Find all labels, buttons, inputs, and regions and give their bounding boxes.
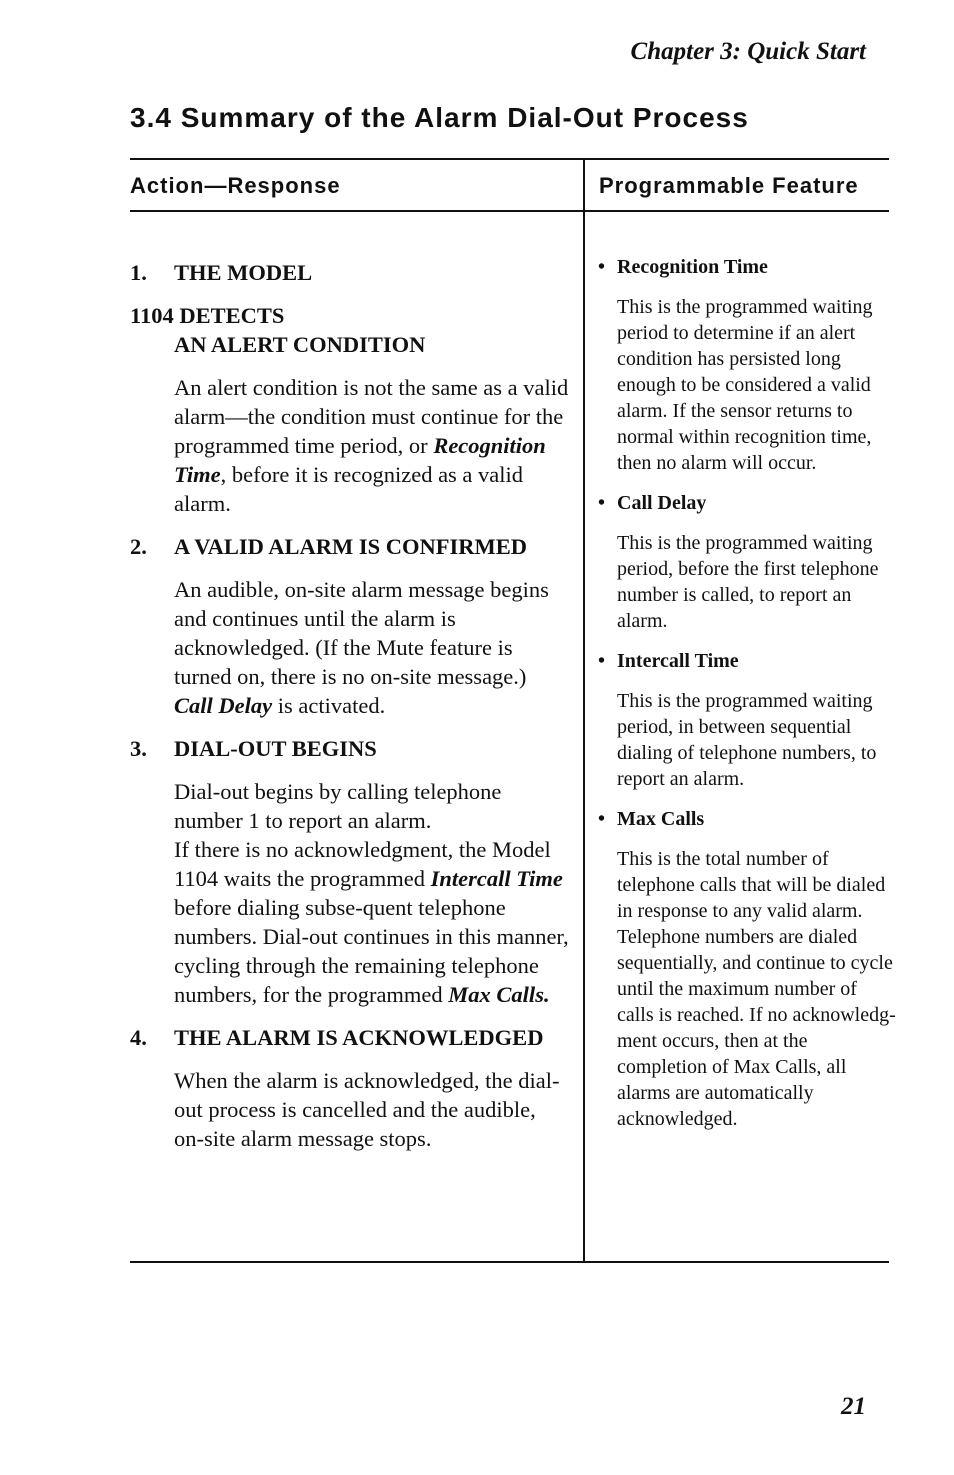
feature-label: Call Delay [617,492,707,514]
step-description [174,777,570,1009]
step-title: A VALID ALARM IS CONFIRMED [174,534,527,559]
bullet-icon: • [598,256,606,278]
action-response-column [130,258,570,1167]
step-2 [130,532,570,720]
step-title-continued: AN ALERT CONDITION [174,332,426,357]
bullet-icon: • [598,650,606,672]
feature-reference: Call Delay [174,693,273,718]
step-description [174,373,570,518]
step-text: before dialing subse-quent telephone numbers. Dial-out continues in this manner, cycling through the remaining telephone numbers, for the programmed [174,895,569,1007]
feature-reference: Intercall Time [430,866,563,891]
step-3 [130,734,570,1009]
feature-label: Intercall Time [617,650,739,672]
step-text: , before it is recognized as a valid alarm. [174,462,524,516]
step-4 [130,1023,570,1153]
step-heading [130,258,570,287]
column-header-programmable-feature: Programmable Feature [599,173,859,198]
step-text: Dial-out begins by calling telephone number 1 to report an alarm. [174,779,502,833]
step-heading [130,1023,570,1052]
column-divider [583,160,585,1261]
step-text: is activated. [272,693,386,718]
programmable-feature-column [598,254,898,1146]
step-number: 1. [130,260,147,285]
feature-intercall-time [598,648,898,792]
feature-name [598,806,898,832]
step-title: THE ALARM IS ACKNOWLEDGED [174,1025,544,1050]
feature-reference: Max Calls. [448,982,550,1007]
header-rule [130,210,889,212]
feature-label: Max Calls [617,808,705,830]
feature-name [598,490,898,516]
step-title: DIAL-OUT BEGINS [174,736,377,761]
step-number: 2. [130,534,147,559]
step-1 [130,258,570,518]
section-title: 3.4 Summary of the Alarm Dial-Out Process [130,102,749,133]
feature-label: Recognition Time [617,256,768,278]
bullet-icon: • [598,492,606,514]
feature-reference: Recognition Time [174,433,546,487]
step-description [174,575,570,720]
feature-name [598,254,898,280]
feature-call-delay [598,490,898,634]
feature-description: This is the total number of telephone calls that will be dialed in response to any valid alarm. Telephone numbers are dialed sequentially, and continue to cycle until the maximum number of calls is reached. If no acknowledg-ment occurs, then at the completion of Max Calls, all alarms are automatically acknowledged. [617,848,896,1130]
feature-description: This is the programmed waiting period, before the first telephone number is called, to report an alarm. [617,532,879,632]
step-description: When the alarm is acknowledged, the dial-out process is cancelled and the audible, on-site alarm message stops. [174,1068,560,1151]
column-header-action-response: Action—Response [130,173,341,198]
step-title-continued: 1104 DETECTS [130,303,285,328]
step-title: THE MODEL [174,260,313,285]
step-text: An audible, on-site alarm message begins and continues until the alarm is acknowledged. (If the Mute feature is turned on, there is no on-site message.) [174,577,549,689]
feature-description: This is the programmed waiting period to determine if an alert condition has persisted long enough to be considered a valid alarm. If the sensor returns to normal within recognition time, then no alarm will occur. [617,296,873,474]
feature-description: This is the programmed waiting period, in between sequential dialing of telephone numbers, to report an alarm. [617,690,877,790]
step-heading [130,532,570,561]
step-text: An alert condition is not the same as a valid alarm—the condition must continue for the programmed time period, or [174,375,569,458]
feature-name [598,648,898,674]
step-number: 4. [130,1025,147,1050]
chapter-header: Chapter 3: Quick Start [630,38,866,65]
step-text: If there is no acknowledgment, the Model 1104 waits the programmed [174,837,551,891]
feature-recognition-time [598,254,898,476]
bullet-icon: • [598,808,606,830]
feature-max-calls [598,806,898,1132]
step-number: 3. [130,736,147,761]
step-heading [130,734,570,763]
page-number: 21 [841,1393,866,1420]
